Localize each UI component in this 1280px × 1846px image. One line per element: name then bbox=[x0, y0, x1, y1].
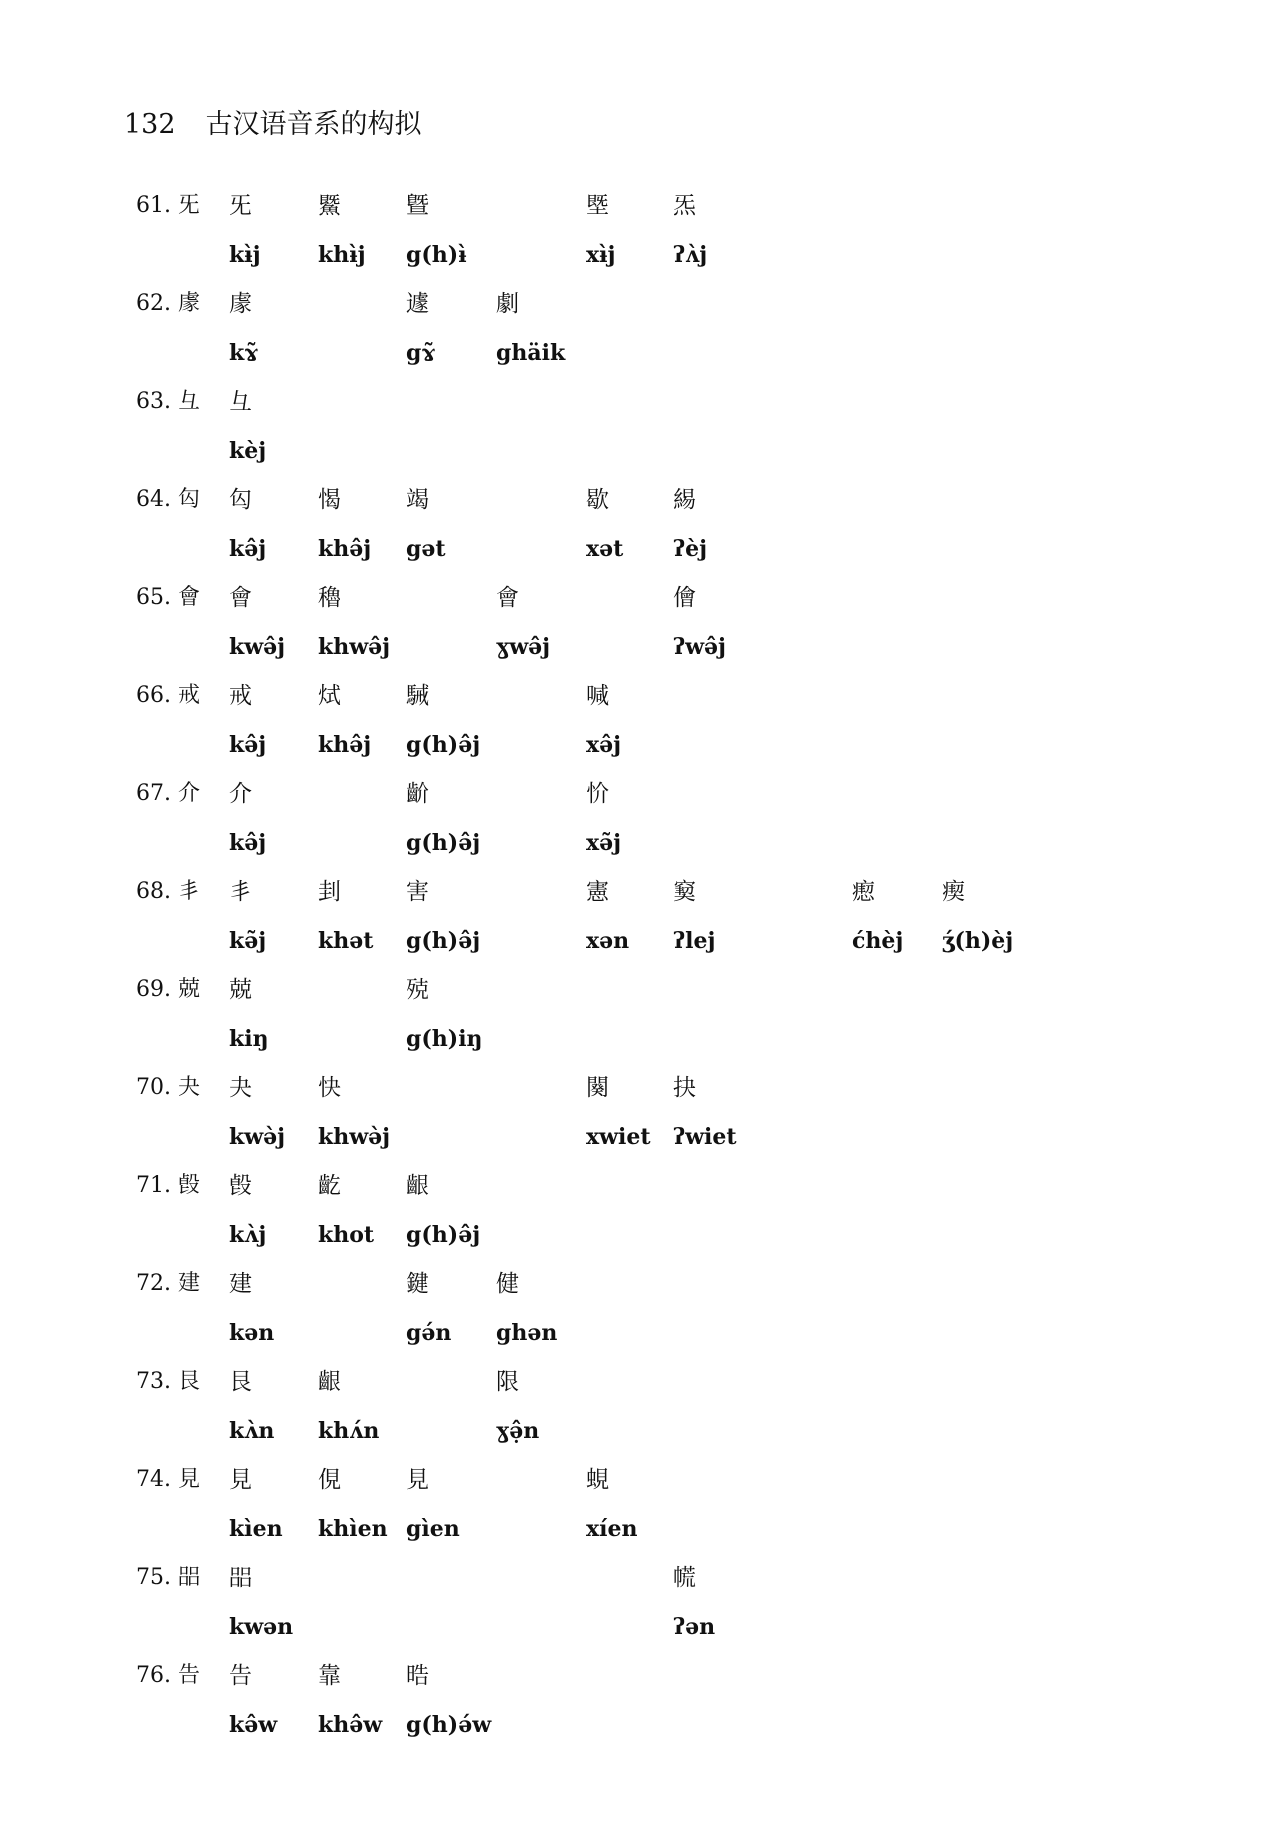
character-cell: 齦 bbox=[318, 1369, 341, 1395]
reconstruction-cell: gə́n bbox=[406, 1320, 452, 1346]
character-cell: 殑 bbox=[406, 977, 429, 1003]
character-cell: 介 bbox=[229, 781, 252, 807]
reconstruction-cell: g(h)ə̂j bbox=[406, 928, 481, 954]
character-cell: 緆 bbox=[673, 487, 696, 513]
character-cell: 夬 bbox=[229, 1075, 252, 1101]
reconstruction-row bbox=[0, 533, 1280, 573]
character-cell: 㲃 bbox=[229, 1173, 252, 1199]
character-cell: 齕 bbox=[318, 1173, 341, 1199]
reconstruction-cell: khwə̀j bbox=[318, 1124, 391, 1150]
character-cell: 忦 bbox=[586, 781, 609, 807]
reconstruction-row bbox=[0, 1709, 1280, 1749]
reconstruction-cell: xə̃j bbox=[586, 830, 622, 856]
reconstruction-cell: kə̂j bbox=[229, 536, 267, 562]
reconstruction-cell: kə̃j bbox=[229, 928, 267, 954]
character-cell: 窫 bbox=[673, 879, 696, 905]
character-cell: 艮 bbox=[229, 1369, 252, 1395]
series-entry bbox=[0, 288, 1280, 386]
character-cell: 曁 bbox=[406, 193, 429, 219]
reconstruction-cell: kìen bbox=[229, 1516, 283, 1542]
series-entry bbox=[0, 680, 1280, 778]
character-row bbox=[0, 974, 1280, 1014]
character-cell: 會 bbox=[496, 585, 519, 611]
series-entry bbox=[0, 386, 1280, 484]
character-cell: 遽 bbox=[406, 291, 429, 317]
reconstruction-cell: khət bbox=[318, 928, 374, 954]
reconstruction-cell: ʔlej bbox=[673, 928, 716, 954]
character-cell: 健 bbox=[496, 1271, 519, 1297]
character-cell: 烒 bbox=[318, 683, 341, 709]
character-cell: 穭 bbox=[318, 585, 341, 611]
reconstruction-cell: ʒ́(h)èj bbox=[942, 928, 1014, 954]
series-label: 61. 旡 bbox=[136, 193, 200, 218]
reconstruction-cell: ɣwə̂j bbox=[496, 634, 551, 660]
series-label: 64. 匃 bbox=[136, 487, 200, 512]
character-row bbox=[0, 288, 1280, 328]
character-cell: 駴 bbox=[406, 683, 429, 709]
reconstruction-cell: kwən bbox=[229, 1614, 294, 1640]
series-label: 65. 會 bbox=[136, 585, 200, 610]
character-cell: 限 bbox=[496, 1369, 519, 1395]
series-entry bbox=[0, 1366, 1280, 1464]
reconstruction-row bbox=[0, 827, 1280, 867]
character-row bbox=[0, 582, 1280, 622]
character-cell: 會 bbox=[229, 585, 252, 611]
character-cell: 見 bbox=[229, 1467, 252, 1493]
reconstruction-cell: g(h)ə́w bbox=[406, 1712, 492, 1738]
reconstruction-cell: ćhèj bbox=[852, 928, 904, 954]
character-cell: 鱀 bbox=[318, 193, 341, 219]
character-cell: 靠 bbox=[318, 1663, 341, 1689]
page-header bbox=[124, 102, 422, 141]
character-cell: 害 bbox=[406, 879, 429, 905]
character-cell: 劇 bbox=[496, 291, 519, 317]
character-row bbox=[0, 876, 1280, 916]
series-entry bbox=[0, 876, 1280, 974]
character-cell: 憲 bbox=[586, 879, 609, 905]
reconstruction-cell: kʌ̀j bbox=[229, 1222, 267, 1248]
page-number: 132 bbox=[124, 109, 176, 140]
series-label: 72. 建 bbox=[136, 1271, 200, 1296]
series-label: 67. 介 bbox=[136, 781, 200, 806]
character-cell: 塈 bbox=[586, 193, 609, 219]
character-cell: 喊 bbox=[586, 683, 609, 709]
series-entry bbox=[0, 1268, 1280, 1366]
reconstruction-cell: gìen bbox=[406, 1516, 460, 1542]
reconstruction-cell: ghäik bbox=[496, 340, 566, 366]
series-entry bbox=[0, 484, 1280, 582]
character-cell: 彑 bbox=[229, 389, 252, 415]
reconstruction-row bbox=[0, 1219, 1280, 1259]
character-cell: 㗊 bbox=[229, 1565, 252, 1591]
character-row bbox=[0, 1464, 1280, 1504]
series-label: 69. 兢 bbox=[136, 977, 200, 1002]
reconstruction-cell: kɨ̀j bbox=[229, 242, 261, 268]
reconstruction-row bbox=[0, 239, 1280, 279]
reconstruction-cell: kə̂w bbox=[229, 1712, 278, 1738]
reconstruction-cell: kwə̂j bbox=[229, 634, 286, 660]
reconstruction-row bbox=[0, 337, 1280, 377]
character-row bbox=[0, 1268, 1280, 1308]
character-row bbox=[0, 680, 1280, 720]
character-row bbox=[0, 1366, 1280, 1406]
reconstruction-cell: g(h)ə̂j bbox=[406, 732, 481, 758]
reconstruction-cell: g(h)ə̂j bbox=[406, 1222, 481, 1248]
character-cell: 齦 bbox=[406, 1173, 429, 1199]
reconstruction-row bbox=[0, 1513, 1280, 1553]
series-label: 71. 㲃 bbox=[136, 1173, 200, 1198]
character-row bbox=[0, 1072, 1280, 1112]
series-entry bbox=[0, 190, 1280, 288]
reconstruction-cell: xət bbox=[586, 536, 624, 562]
reconstruction-cell: ɣə̣̂n bbox=[496, 1418, 540, 1444]
character-cell: 戒 bbox=[229, 683, 252, 709]
reconstruction-cell: ʔən bbox=[673, 1614, 716, 1640]
reconstruction-cell: ʔwə̂j bbox=[673, 634, 727, 660]
reconstruction-cell: khə̂w bbox=[318, 1712, 383, 1738]
character-row bbox=[0, 190, 1280, 230]
series-entry bbox=[0, 1170, 1280, 1268]
reconstruction-cell: g(h)iŋ bbox=[406, 1026, 483, 1052]
character-cell: 丯 bbox=[229, 879, 252, 905]
character-cell: 闋 bbox=[586, 1075, 609, 1101]
character-cell: 儈 bbox=[673, 585, 696, 611]
reconstruction-cell: khʌ́n bbox=[318, 1418, 380, 1444]
reconstruction-cell: g(h)ə̂j bbox=[406, 830, 481, 856]
series-label: 76. 告 bbox=[136, 1663, 200, 1688]
reconstruction-cell: kèj bbox=[229, 438, 267, 464]
reconstruction-cell: kwə̀j bbox=[229, 1124, 286, 1150]
series-entry bbox=[0, 1072, 1280, 1170]
reconstruction-row bbox=[0, 1121, 1280, 1161]
character-row bbox=[0, 484, 1280, 524]
reconstruction-cell: gɤ̃ bbox=[406, 340, 436, 366]
character-cell: 愒 bbox=[318, 487, 341, 513]
character-cell: 瘛 bbox=[852, 879, 875, 905]
character-row bbox=[0, 386, 1280, 426]
reconstruction-row bbox=[0, 1611, 1280, 1651]
reconstruction-cell: xɨ̀j bbox=[586, 242, 616, 268]
character-cell: 兢 bbox=[229, 977, 252, 1003]
reconstruction-cell: ʔwiet bbox=[673, 1124, 737, 1150]
character-row bbox=[0, 1562, 1280, 1602]
reconstruction-row bbox=[0, 729, 1280, 769]
series-entry bbox=[0, 1660, 1280, 1758]
character-cell: 㡛 bbox=[673, 1565, 696, 1591]
phonetic-series-list bbox=[0, 190, 1280, 1758]
character-row bbox=[0, 1660, 1280, 1700]
running-title: 古汉语音系的构拟 bbox=[205, 109, 422, 140]
reconstruction-cell: ʔʌ̀j bbox=[673, 242, 708, 268]
reconstruction-cell: khə̂j bbox=[318, 536, 372, 562]
character-cell: 匃 bbox=[229, 487, 252, 513]
reconstruction-cell: kɤ̃ bbox=[229, 340, 259, 366]
reconstruction-cell: g(h)ɨ̀ bbox=[406, 242, 467, 268]
reconstruction-cell: xíen bbox=[586, 1516, 638, 1542]
reconstruction-cell: gət bbox=[406, 536, 446, 562]
reconstruction-row bbox=[0, 631, 1280, 671]
reconstruction-cell: xə̂j bbox=[586, 732, 622, 758]
series-label: 73. 艮 bbox=[136, 1369, 200, 1394]
reconstruction-cell: khwə̂j bbox=[318, 634, 391, 660]
reconstruction-cell: xwiet bbox=[586, 1124, 651, 1150]
reconstruction-row bbox=[0, 435, 1280, 475]
reconstruction-cell: ʔèj bbox=[673, 536, 708, 562]
reconstruction-cell: kən bbox=[229, 1320, 275, 1346]
character-cell: 瘈 bbox=[942, 879, 965, 905]
series-entry bbox=[0, 778, 1280, 876]
character-cell: 竭 bbox=[406, 487, 429, 513]
series-entry bbox=[0, 974, 1280, 1072]
character-cell: 齘 bbox=[406, 781, 429, 807]
character-cell: 歇 bbox=[586, 487, 609, 513]
reconstruction-cell: khot bbox=[318, 1222, 375, 1248]
series-label: 75. 㗊 bbox=[136, 1565, 200, 1590]
series-label: 70. 夬 bbox=[136, 1075, 200, 1100]
character-cell: 晧 bbox=[406, 1663, 429, 1689]
reconstruction-cell: kiŋ bbox=[229, 1026, 269, 1052]
character-cell: 建 bbox=[229, 1271, 252, 1297]
series-entry bbox=[0, 1562, 1280, 1660]
reconstruction-cell: khə̂j bbox=[318, 732, 372, 758]
character-cell: 快 bbox=[318, 1075, 341, 1101]
reconstruction-cell: khìen bbox=[318, 1516, 388, 1542]
series-entry bbox=[0, 582, 1280, 680]
character-cell: 刲 bbox=[318, 879, 341, 905]
character-cell: 蜆 bbox=[586, 1467, 609, 1493]
reconstruction-cell: xən bbox=[586, 928, 630, 954]
reconstruction-cell: kə̂j bbox=[229, 830, 267, 856]
character-cell: 抉 bbox=[673, 1075, 696, 1101]
character-row bbox=[0, 778, 1280, 818]
reconstruction-row bbox=[0, 1317, 1280, 1357]
character-cell: 旡 bbox=[229, 193, 252, 219]
character-cell: 告 bbox=[229, 1663, 252, 1689]
character-cell: 鍵 bbox=[406, 1271, 429, 1297]
reconstruction-row bbox=[0, 925, 1280, 965]
character-cell: 俔 bbox=[318, 1467, 341, 1493]
series-label: 62. 豦 bbox=[136, 291, 200, 316]
character-row bbox=[0, 1170, 1280, 1210]
character-cell: 豦 bbox=[229, 291, 252, 317]
series-label: 66. 戒 bbox=[136, 683, 200, 708]
series-label: 74. 見 bbox=[136, 1467, 200, 1492]
series-entry bbox=[0, 1464, 1280, 1562]
series-label: 63. 彑 bbox=[136, 389, 200, 414]
reconstruction-cell: kʌ̀n bbox=[229, 1418, 275, 1444]
reconstruction-row bbox=[0, 1023, 1280, 1063]
reconstruction-cell: khɨ̀j bbox=[318, 242, 366, 268]
character-cell: 見 bbox=[406, 1467, 429, 1493]
series-label: 68. 丯 bbox=[136, 879, 200, 904]
character-cell: 炁 bbox=[673, 193, 696, 219]
reconstruction-cell: ghən bbox=[496, 1320, 558, 1346]
reconstruction-row bbox=[0, 1415, 1280, 1455]
reconstruction-cell: kə̂j bbox=[229, 732, 267, 758]
